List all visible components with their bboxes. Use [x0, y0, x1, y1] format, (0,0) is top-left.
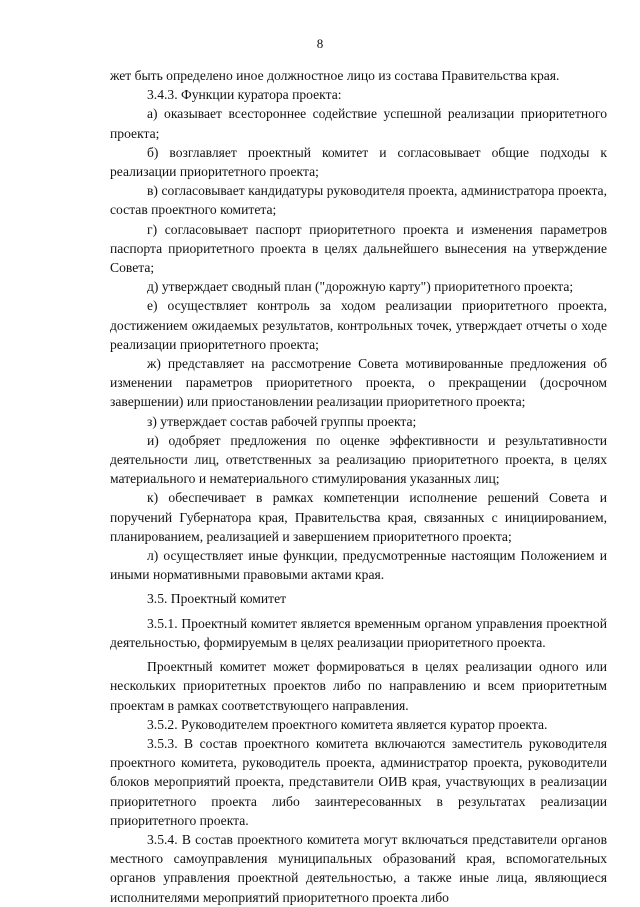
- list-item-l: л) осуществляет иные функции, предусмотренные настоящим Положением и иными нормативными правовыми актами края.: [110, 548, 607, 583]
- list-item-b: б) возглавляет проектный комитет и согласовывает общие подходы к реализации приоритетного проекта;: [110, 144, 607, 180]
- paragraph-committee-scope: Проектный комитет может формироваться в целях реализации одного или нескольких приоритетных проектов либо по направлению и всем приоритетным проектам в рамках соответствующего направления.: [110, 659, 607, 713]
- list-item-g: г) согласовывает паспорт приоритетного проекта и изменения параметров паспорта приоритетного проекта в целях дальнейшего вынесения на утверждение Совета;: [110, 221, 607, 276]
- list-item-v: в) согласовывает кандидатуры руководителя проекта, администратора проекта, состав проектного комитета;: [110, 183, 607, 218]
- list-item-a: а) оказывает всестороннее содействие успешной реализации приоритетного проекта;: [110, 106, 607, 141]
- paragraph-3-5-1: 3.5.1. Проектный комитет является временным органом управления проектной деятельностью, формируемым в целях реализации приоритетного проекта.: [110, 615, 607, 650]
- paragraph-3-5-3: 3.5.3. В состав проектного комитета включаются заместитель руководителя проектного комитета, руководитель проекта, администратор проекта, руководители блоков мероприятий проекта, представители ОИВ края, участвующих в реализации приоритетного проекта либо заинтересованных в результатах реализации приоритетного проекта.: [110, 735, 607, 828]
- paragraph-continuation: жет быть определено иное должностное лицо из состава Правительства края.: [110, 68, 560, 83]
- section-heading-3-4-3: 3.4.3. Функции куратора проекта:: [147, 87, 342, 103]
- list-item-zh: ж) представляет на рассмотрение Совета мотивированные предложения об изменении параметров приоритетного проекта, о прекращении (досрочном завершении) или приостановлении реализации приоритетного проекта;: [110, 356, 607, 410]
- paragraph-3-5-2: 3.5.2. Руководителем проектного комитета является куратор проекта.: [147, 716, 548, 732]
- section-heading-3-5: 3.5. Проектный комитет: [147, 591, 287, 607]
- page-number: 8: [316, 36, 324, 51]
- document-body: [110, 66, 607, 907]
- list-item-k: к) обеспечивает в рамках компетенции исполнение решений Совета и поручений Губернатора края, Правительства края, связанных с инициированием, планированием, реализацией и завершением приоритетного проекта;: [110, 490, 607, 544]
- list-item-i: и) одобряет предложения по оценке эффективности и результативности деятельности лиц, ответственных за реализацию приоритетного проекта, в целях материального и нематериального стимулирования указанных лиц;: [110, 432, 607, 487]
- list-item-d: д) утверждает сводный план ("дорожную карту") приоритетного проекта;: [147, 279, 574, 295]
- list-item-z: з) утверждает состав рабочей группы проекта;: [147, 413, 417, 429]
- list-item-e: е) осуществляет контроль за ходом реализации приоритетного проекта, достижением ожидаемых результатов, контрольных точек, утверждает отчеты о ходе реализации приоритетного проекта;: [110, 298, 607, 352]
- paragraph-3-5-4: 3.5.4. В состав проектного комитета могут включаться представители органов местного самоуправления муниципальных образований края, вспомогательных органов управления проектной деятельностью, а также иные лица, являющиеся исполнителями мероприятий приоритетного проекта либо: [110, 831, 607, 905]
